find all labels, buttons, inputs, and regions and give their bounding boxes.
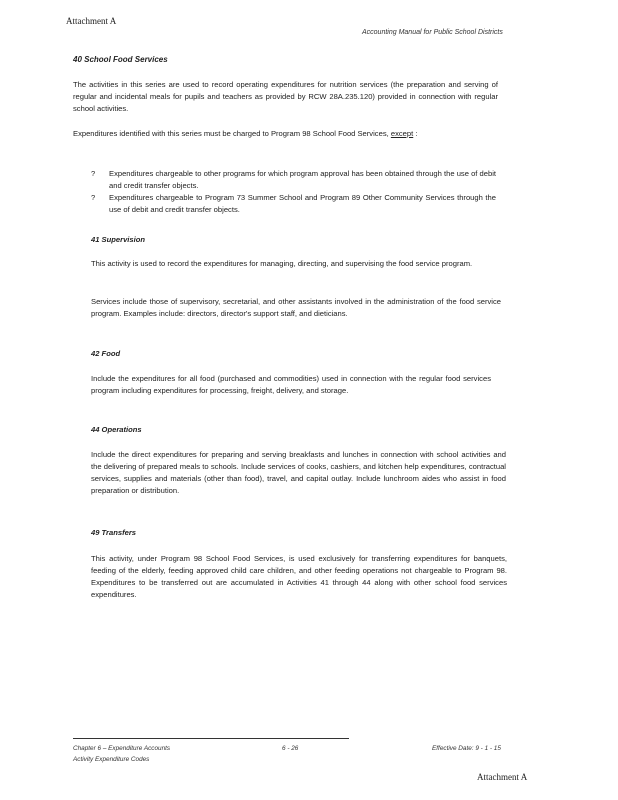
footer-chapter: Chapter 6 – Expenditure Accounts xyxy=(73,745,171,752)
except-word: except xyxy=(390,129,414,138)
supervision-paragraph-2: Services include those of supervisory, secretarial, and other assistants involved in the administration of the food service program. Examples include: directors, director's support staff, and dieticians. xyxy=(91,297,501,318)
bullet-mark: ? xyxy=(91,169,96,178)
bullet-mark: ? xyxy=(91,193,96,202)
charged-text: Expenditures identified with this series must be charged to Program 98 School Food Services, xyxy=(73,129,389,138)
footer-effective-date: Effective Date: 9 - 1 - 15 xyxy=(432,745,501,752)
food-paragraph: Include the expenditures for all food (purchased and commodities) used in connection with the regular food services program including expenditures for processing, freight, delivery, and storage. xyxy=(91,374,491,395)
section-intro: The activities in this series are used to record operating expenditures for nutrition services (the preparation and serving of regular and incidental meals for pupils and teachers as provided by RCW 28A.235.120) provided in connection with regular school activities. xyxy=(73,80,498,113)
activity-heading-supervision: 41 Supervision xyxy=(91,235,146,244)
transfers-paragraph: This activity, under Program 98 School Food Services, is used exclusively for transferring expenditures for banquets, feeding of the elderly, feeding approved child care children, and other feeding operations not chargeable to Program 98. Expenditures to be transferred out are accumulated in Activities 41 through 44 along with other school food services expenditures. xyxy=(91,554,507,599)
footer-page-number: 6 - 26 xyxy=(282,745,299,752)
attachment-label-bottom: Attachment A xyxy=(477,772,528,782)
footer-activity-codes: Activity Expenditure Codes xyxy=(73,756,150,763)
exception-list xyxy=(91,168,496,216)
operations-paragraph: Include the direct expenditures for preparing and serving breakfasts and lunches in connection with school activities and the delivering of prepared meals to schools. Include services of cooks, cashiers, and kitchen help expenditures, contractual services, supplies and materials (other than food), travel, and capital outlay. Include lunchroom aides who assist in food preparation or distribution. xyxy=(91,450,506,495)
running-title: Accounting Manual for Public School Districts xyxy=(362,29,503,36)
list-item-text: Expenditures chargeable to other programs for which program approval has been obtained through the use of debit and credit transfer objects. xyxy=(109,169,496,190)
charged-paragraph xyxy=(73,128,473,140)
list-item-text: Expenditures chargeable to Program 73 Summer School and Program 89 Other Community Services through the use of debit and credit transfer objects. xyxy=(109,193,496,214)
activity-heading-operations: 44 Operations xyxy=(91,425,142,434)
activity-heading-food: 42 Food xyxy=(91,349,121,358)
activity-heading-transfers: 49 Transfers xyxy=(91,528,137,537)
footer-rule xyxy=(73,738,349,739)
list-item xyxy=(91,192,496,216)
charged-colon: : xyxy=(413,129,418,138)
list-item xyxy=(91,168,496,192)
attachment-label-top: Attachment A xyxy=(66,16,117,26)
section-title: 40 School Food Services xyxy=(73,55,168,64)
supervision-paragraph-1: This activity is used to record the expenditures for managing, directing, and supervising the food service program. xyxy=(91,259,473,268)
